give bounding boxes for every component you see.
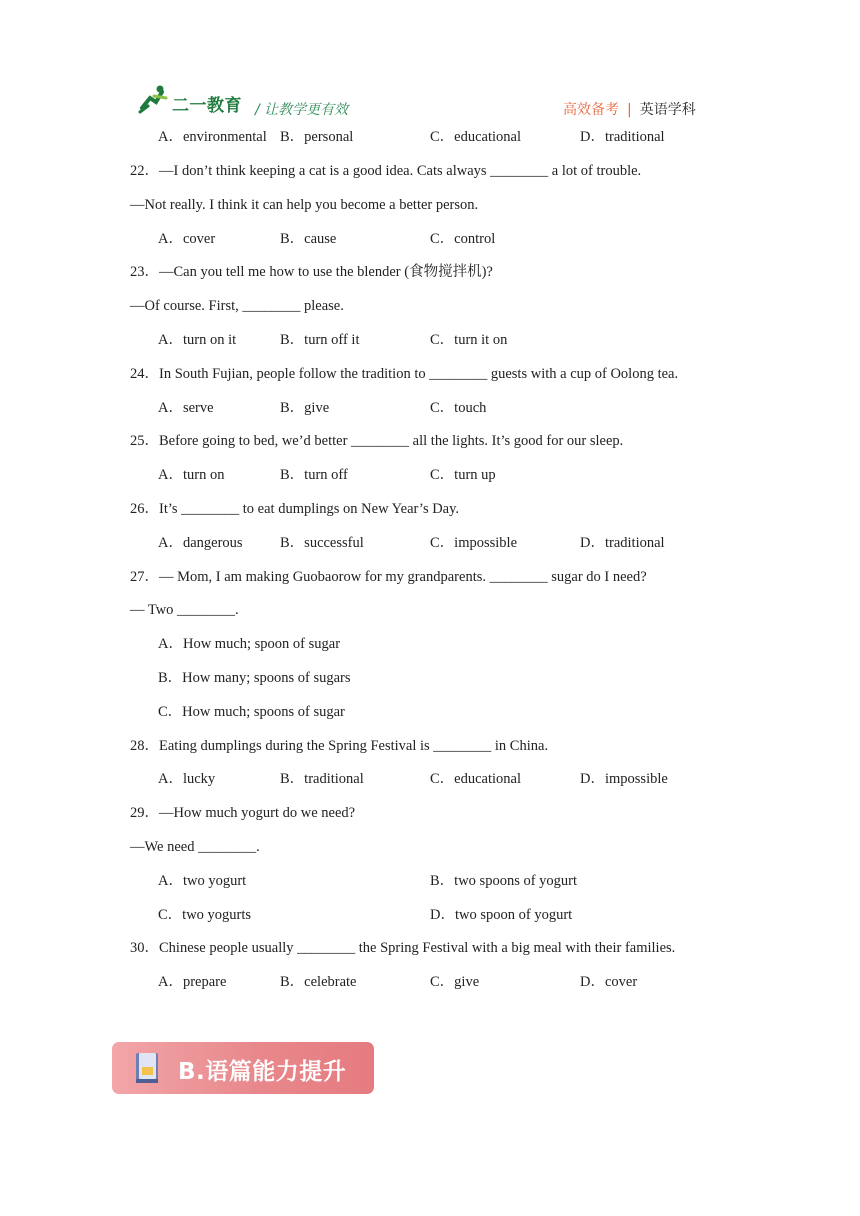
q27-option-c: C．How much; spoons of sugar: [158, 704, 345, 720]
q23-option-c: C．turn it on: [430, 332, 508, 348]
question-29-reply: —We need ________.: [130, 839, 260, 855]
q22-option-b: B．cause: [280, 231, 337, 247]
question-22-stem: 22．—I don’t think keeping a cat is a good idea. Cats always ________ a lot of trouble.: [130, 163, 642, 179]
question-27-stem: 27．— Mom, I am making Guobaorow for my grandparents. ________ sugar do I need?: [130, 569, 647, 585]
q25-option-c: C．turn up: [430, 467, 496, 483]
q24-option-a: A．serve: [158, 400, 214, 416]
q29-option-b: B．two spoons of yogurt: [430, 873, 578, 889]
q30-option-b: B．celebrate: [280, 974, 357, 990]
q28-option-c: C．educational: [430, 771, 522, 787]
header-subject: 英语学科: [639, 102, 696, 118]
q23-option-a: A．turn on it: [158, 332, 237, 348]
q26-option-d: D．traditional: [580, 535, 665, 551]
q27-option-a: A．How much; spoon of sugar: [158, 636, 341, 652]
question-28-stem: 28．Eating dumplings during the Spring Festival is ________ in China.: [130, 738, 549, 754]
q29-option-d: D．two spoon of yogurt: [430, 907, 573, 923]
q21-option-a: A．environmental: [158, 129, 267, 145]
header-right: [563, 99, 696, 119]
q28-option-a: A．lucky: [158, 771, 216, 787]
q24-option-c: C．touch: [430, 400, 487, 416]
book-icon: [134, 1051, 160, 1085]
q29-option-c: C．two yogurts: [158, 907, 252, 923]
q22-option-c: C．control: [430, 231, 496, 247]
section-title: B.语篇能力提升: [178, 1059, 347, 1085]
q26-option-a: A．dangerous: [158, 535, 243, 551]
question-23-stem: 23．—Can you tell me how to use the blender (食物搅拌机)?: [130, 264, 493, 280]
question-26-stem: 26．It’s ________ to eat dumplings on New Year’s Day.: [130, 501, 460, 517]
q21-option-b: B．personal: [280, 129, 354, 145]
header-tag: 高效备考: [563, 102, 619, 118]
question-24-stem: 24．In South Fujian, people follow the tradition to ________ guests with a cup of Oolong tea.: [130, 366, 679, 382]
question-29-stem: 29．—How much yogurt do we need?: [130, 805, 356, 821]
q30-option-a: A．prepare: [158, 974, 227, 990]
q23-option-b: B．turn off it: [280, 332, 360, 348]
q21-option-d: D．traditional: [580, 129, 665, 145]
question-27-reply: — Two ________.: [130, 602, 239, 618]
slogan: / 让教学更有效: [255, 102, 349, 118]
q26-option-c: C．impossible: [430, 535, 518, 551]
question-23-reply: —Of course. First, ________ please.: [130, 298, 344, 314]
q25-option-b: B．turn off: [280, 467, 348, 483]
q22-option-a: A．cover: [158, 231, 216, 247]
q24-option-b: B．give: [280, 400, 330, 416]
question-25-stem: 25．Before going to bed, we’d better ________ all the lights. It’s good for our sleep.: [130, 433, 624, 449]
q28-option-b: B．traditional: [280, 771, 364, 787]
question-22-reply: —Not really. I think it can help you become a better person.: [130, 197, 479, 213]
q21-option-c: C．educational: [430, 129, 522, 145]
section-banner: [112, 1042, 374, 1094]
page-header: [0, 0, 860, 125]
q27-option-b: B．How many; spoons of sugars: [158, 670, 351, 686]
q26-option-b: B．successful: [280, 535, 364, 551]
q29-option-a: A．two yogurt: [158, 873, 247, 889]
q25-option-a: A．turn on: [158, 467, 225, 483]
header-separator: |: [627, 102, 632, 118]
question-30-stem: 30．Chinese people usually ________ the Spring Festival with a big meal with their families.: [130, 940, 676, 956]
q30-option-c: C．give: [430, 974, 480, 990]
q30-option-d: D．cover: [580, 974, 638, 990]
q28-option-d: D．impossible: [580, 771, 668, 787]
logo-text: 二一教育: [172, 96, 242, 116]
